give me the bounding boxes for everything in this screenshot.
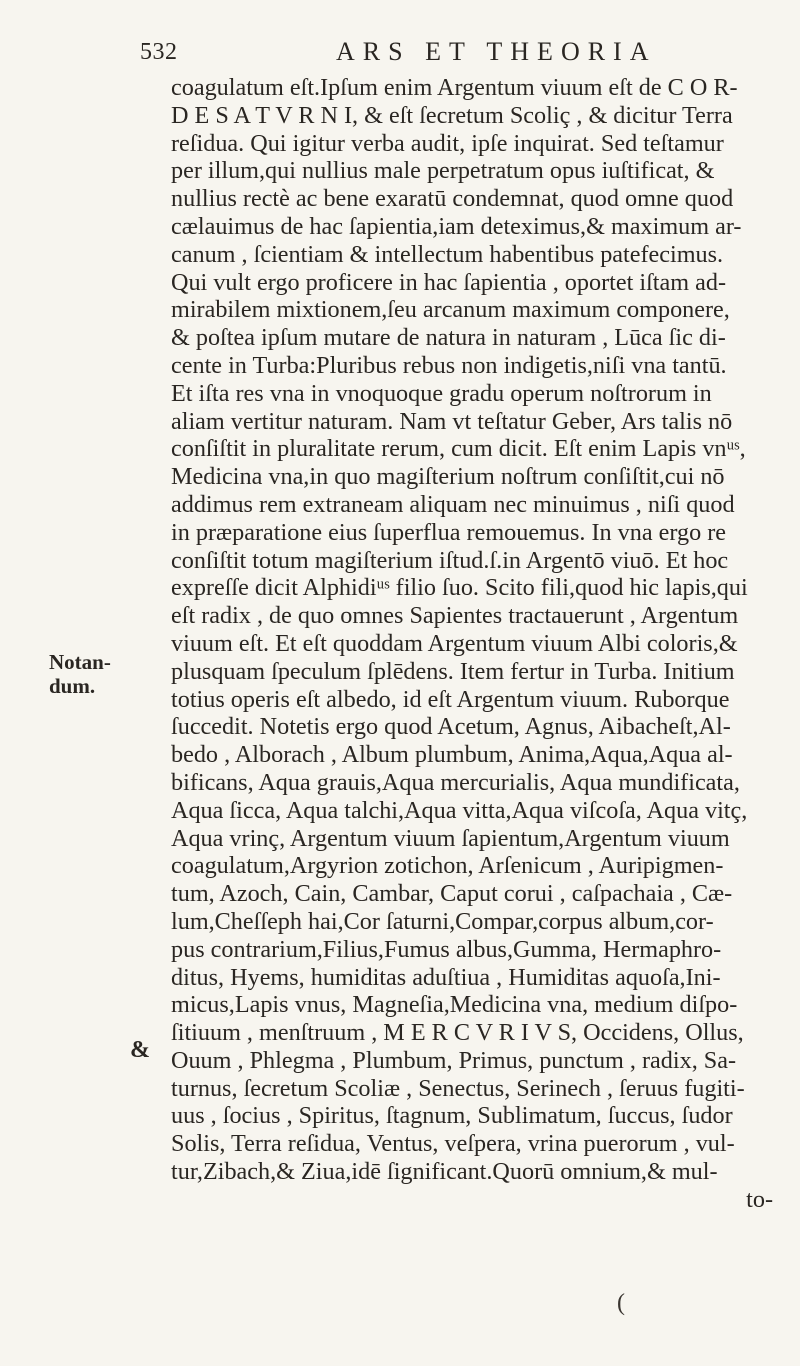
text-line: plusquam ſpeculum ſplēdens. Item fertur in Turba. Initium bbox=[171, 657, 735, 685]
text-line: Qui vult ergo proficere in hac ſapientia , oportet iſtam ad- bbox=[171, 268, 727, 296]
text-line: reſidua. Qui igitur verba audit, ipſe inquirat. Sed teſtamur bbox=[171, 129, 724, 157]
margin-note-line-1: Notan- bbox=[49, 650, 111, 674]
text-line: coagulatum eſt.Ipſum enim Argentum viuum eſt de C O R- bbox=[171, 74, 738, 101]
text-line: canum , ſcientiam & intellectum habentibus patefecimus. bbox=[171, 240, 724, 268]
text-line: Et iſta res vna in vnoquoque gradu operum noſtrorum in bbox=[171, 379, 712, 407]
text-line: Solis, Terra reſidua, Ventus, veſpera, vrina puerorum , vul- bbox=[171, 1130, 735, 1158]
margin-ampersand-mark: & bbox=[130, 1037, 150, 1063]
running-title: ARS ET THEORIA bbox=[336, 37, 657, 66]
text-line: per illum,qui nullius male perpetratum opus iuſtificat, & bbox=[171, 157, 715, 185]
text-line: bificans, Aqua grauis,Aqua mercurialis, Aqua mundificata, bbox=[171, 768, 740, 796]
text-line: & poſtea ipſum mutare de natura in naturam , Lūca ſic di- bbox=[171, 324, 726, 352]
text-line: in præparatione eius ſuperflua remouemus. In vna ergo re bbox=[171, 518, 727, 546]
text-line: Ouum , Phlegma , Plumbum, Primus, punctum , radix, Sa- bbox=[171, 1046, 737, 1074]
text-line: mirabilem mixtionem,ſeu arcanum maximum componere, bbox=[171, 296, 730, 324]
text-line: addimus rem extraneam aliquam nec minuimus , niſi quod bbox=[171, 490, 735, 518]
text-line: coagulatum,Argyrion zotichon, Arſenicum , Auripigmen- bbox=[171, 852, 724, 880]
text-line: viuum eſt. Et eſt quoddam Argentum viuum Albi coloris,& bbox=[171, 629, 738, 657]
margin-note-line-2: dum. bbox=[49, 674, 96, 698]
text-line: conſiſtit in pluralitate rerum, cum dicit. Eſt enim Lapis vnᵘˢ, bbox=[171, 435, 746, 463]
stray-ink-mark: ( bbox=[617, 1290, 625, 1316]
text-line: conſiſtit totum magiſterium iſtud.ſ.in Argentō viuō. Et hoc bbox=[171, 546, 729, 574]
catchword: to- bbox=[746, 1185, 773, 1213]
text-line: Aqua ſicca, Aqua talchi,Aqua vitta,Aqua viſcoſa, Aqua vitç, bbox=[171, 796, 748, 824]
text-line: uus , ſocius , Spiritus, ſtagnum, Sublimatum, ſuccus, ſudor bbox=[171, 1102, 733, 1130]
text-line: bedo , Alborach , Album plumbum, Anima,Aqua,Aqua al- bbox=[171, 741, 733, 769]
margin-note bbox=[49, 650, 159, 698]
text-line: tum, Azoch, Cain, Cambar, Caput corui , caſpachaia , Cæ- bbox=[171, 880, 733, 908]
text-line: lum,Cheſſeph hai,Cor ſaturni,Compar,corpus album,cor- bbox=[171, 907, 714, 935]
text-line: micus,Lapis vnus, Magneſia,Medicina vna, medium diſpo- bbox=[171, 991, 738, 1019]
body-text bbox=[171, 74, 800, 1214]
text-line: cælauimus de hac ſapientia,iam deteximus,& maximum ar- bbox=[171, 212, 742, 240]
text-line: ſitiuum , menſtruum , M E R C V R I V S, Occidens, Ollus, bbox=[171, 1019, 744, 1047]
text-line: expreſſe dicit Alphidiᵘˢ filio ſuo. Scito fili,quod hic lapis,qui bbox=[171, 574, 748, 602]
text-line: cente in Turba:Pluribus rebus non indigetis,niſi vna tantū. bbox=[171, 351, 727, 379]
text-line: eſt radix , de quo omnes Sapientes tractauerunt , Argentum bbox=[171, 602, 739, 630]
text-line: D E S A T V R N I, & eſt ſecretum Scoliç , & dicitur Terra bbox=[171, 101, 733, 129]
text-line: tur,Zibach,& Ziua,idē ſignificant.Quorū omnium,& mul- bbox=[171, 1158, 718, 1186]
text-line: ditus, Hyems, humiditas aduſtiua , Humiditas aquoſa,Ini- bbox=[171, 963, 721, 991]
text-line: pus contrarium,Filius,Fumus albus,Gumma, Hermaphro- bbox=[171, 935, 722, 963]
text-line: nullius rectè ac bene exaratū condemnat, quod omne quod bbox=[171, 185, 734, 213]
text-line: ſuccedit. Notetis ergo quod Acetum, Agnus, Aibacheſt,Al- bbox=[171, 713, 731, 741]
text-line: Aqua vrinç, Argentum viuum ſapientum,Argentum viuum bbox=[171, 824, 730, 852]
text-line: Medicina vna,in quo magiſterium noſtrum conſiſtit,cui nō bbox=[171, 463, 725, 491]
text-line: aliam vertitur naturam. Nam vt teſtatur Geber, Ars talis nō bbox=[171, 407, 733, 435]
text-line: totius operis eſt albedo, id eſt Argentum viuum. Ruborque bbox=[171, 685, 730, 713]
text-line: turnus, ſecretum Scoliæ , Senectus, Serinech , ſeruus fugiti- bbox=[171, 1074, 745, 1102]
page-number: 532 bbox=[140, 39, 178, 65]
